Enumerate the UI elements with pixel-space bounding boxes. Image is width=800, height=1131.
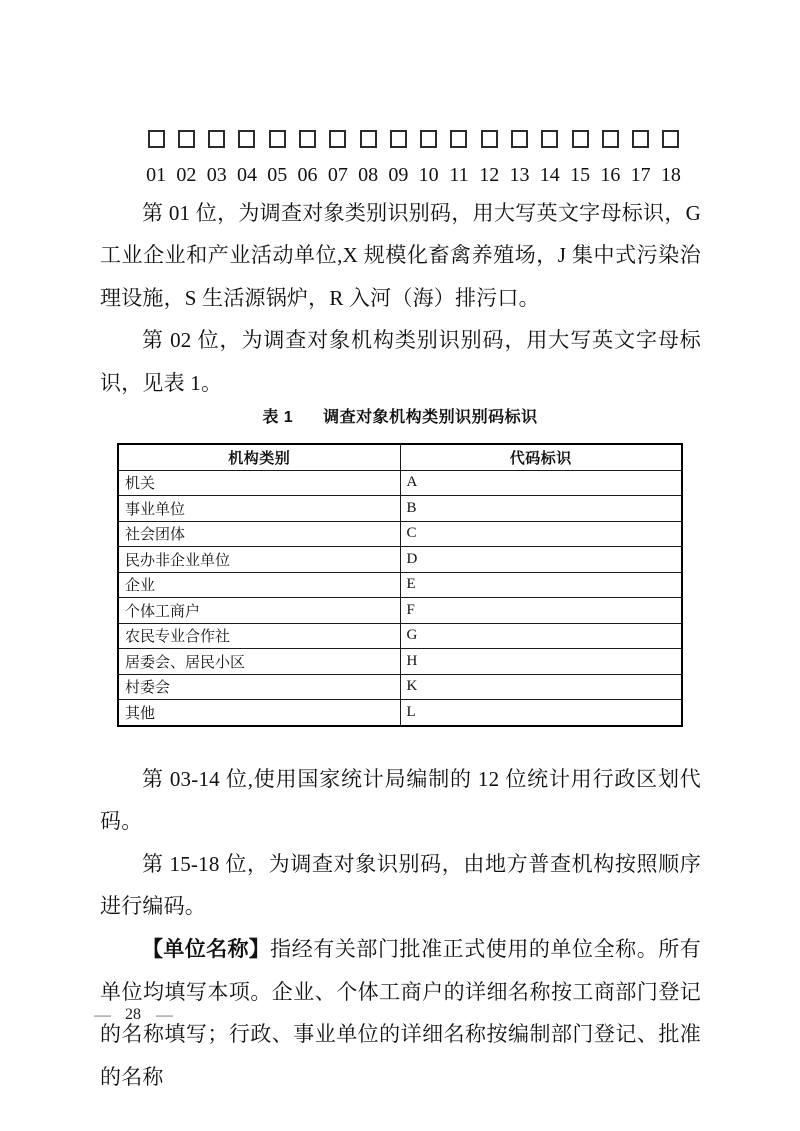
code-checkbox [390, 130, 407, 148]
code-cell: D [400, 547, 682, 573]
category-cell: 企业 [118, 572, 400, 598]
code-checkbox [511, 130, 528, 148]
code-position-number: 18 [660, 163, 681, 186]
code-position-number: 03 [206, 163, 227, 186]
field-term: 【单位名称】 [142, 937, 271, 961]
code-checkbox [148, 130, 165, 148]
category-cell: 社会团体 [118, 521, 400, 547]
table-caption [0, 404, 800, 427]
column-header-category: 机构类别 [118, 444, 400, 470]
table-body [118, 470, 682, 726]
table-row [118, 649, 682, 675]
code-cell: H [400, 649, 682, 675]
table-caption-title: 调查对象机构类别识别码标识 [323, 409, 538, 426]
table-caption-label: 表 1 [262, 409, 294, 426]
code-cell: G [400, 623, 682, 649]
table-row [118, 623, 682, 649]
table-row [118, 674, 682, 700]
table-row [118, 547, 682, 573]
code-cell: F [400, 598, 682, 624]
code-cell: C [400, 521, 682, 547]
code-position-number: 02 [176, 163, 197, 186]
paragraph: 第 03-14 位,使用国家统计局编制的 12 位统计用行政区划代码。 [100, 767, 701, 834]
code-checkbox [662, 130, 679, 148]
table-row [118, 470, 682, 496]
code-position-number: 13 [509, 163, 530, 186]
code-checkbox [632, 130, 649, 148]
code-number-row [141, 163, 686, 187]
code-cell: K [400, 674, 682, 700]
code-checkbox [269, 130, 286, 148]
code-position-number: 05 [267, 163, 288, 186]
code-checkbox [450, 130, 467, 148]
code-position-number: 16 [600, 163, 621, 186]
table-row [118, 521, 682, 547]
code-checkbox [329, 130, 346, 148]
category-cell: 村委会 [118, 674, 400, 700]
code-checkbox [541, 130, 558, 148]
code-checkbox [420, 130, 437, 148]
code-position-number: 04 [236, 163, 257, 186]
code-cell: A [400, 470, 682, 496]
page-footer [94, 1002, 172, 1028]
code-position-number: 15 [570, 163, 591, 186]
code-position-number: 08 [358, 163, 379, 186]
code-box-row [141, 129, 686, 148]
page-number: 28 [125, 1006, 141, 1023]
code-checkbox [572, 130, 589, 148]
code-position-number: 12 [479, 163, 500, 186]
code-checkbox [481, 130, 498, 148]
table-row [118, 700, 682, 726]
category-cell: 其他 [118, 700, 400, 726]
table-row [118, 598, 682, 624]
code-position-number: 14 [539, 163, 560, 186]
category-cell: 农民专业合作社 [118, 623, 400, 649]
table-row [118, 572, 682, 598]
code-position-number: 10 [418, 163, 439, 186]
paragraph: 第 02 位，为调查对象机构类别识别码，用大写英文字母标识，见表 1。 [100, 328, 701, 395]
code-checkbox [299, 130, 316, 148]
column-header-code: 代码标识 [400, 444, 682, 470]
category-cell: 居委会、居民小区 [118, 649, 400, 675]
category-cell: 机关 [118, 470, 400, 496]
paragraph: 第 15-18 位，为调查对象识别码，由地方普查机构按照顺序进行编码。 [100, 851, 701, 919]
category-cell: 事业单位 [118, 496, 400, 522]
code-checkbox [178, 130, 195, 148]
code-cell: L [400, 700, 682, 726]
paragraph: 第 01 位，为调查对象类别识别码，用大写英文字母标识，G 工业企业和产业活动单位,X 规模化畜禽养殖场，J 集中式污染治理设施，S 生活源锅炉，R 入河（海）排污口。 [100, 201, 701, 310]
footer-right-dash: — [156, 1005, 172, 1024]
code-checkbox [602, 130, 619, 148]
code-position-number: 17 [630, 163, 651, 186]
code-checkbox [238, 130, 255, 148]
code-position-number: 06 [297, 163, 318, 186]
code-cell: B [400, 496, 682, 522]
category-cell: 个体工商户 [118, 598, 400, 624]
body-paragraphs-bottom [100, 758, 701, 1098]
code-checkbox [360, 130, 377, 148]
category-cell: 民办非企业单位 [118, 547, 400, 573]
table-header-row [118, 444, 682, 470]
footer-left-dash: — [94, 1005, 110, 1024]
code-position-number: 01 [146, 163, 167, 186]
body-paragraphs-top [100, 192, 701, 404]
paragraph: 【单位名称】指经有关部门批准正式使用的单位全称。所有单位均填写本项。企业、个体工商户的详细名称按工商部门登记的名称填写；行政、事业单位的详细名称按编制部门登记、批准的名称 [100, 936, 702, 1089]
code-checkbox [208, 130, 225, 148]
code-cell: E [400, 572, 682, 598]
code-position-number: 07 [327, 163, 348, 186]
table-row [118, 496, 682, 522]
code-position-number: 11 [449, 163, 469, 186]
code-position-number: 09 [388, 163, 409, 186]
institution-code-table [117, 443, 683, 727]
